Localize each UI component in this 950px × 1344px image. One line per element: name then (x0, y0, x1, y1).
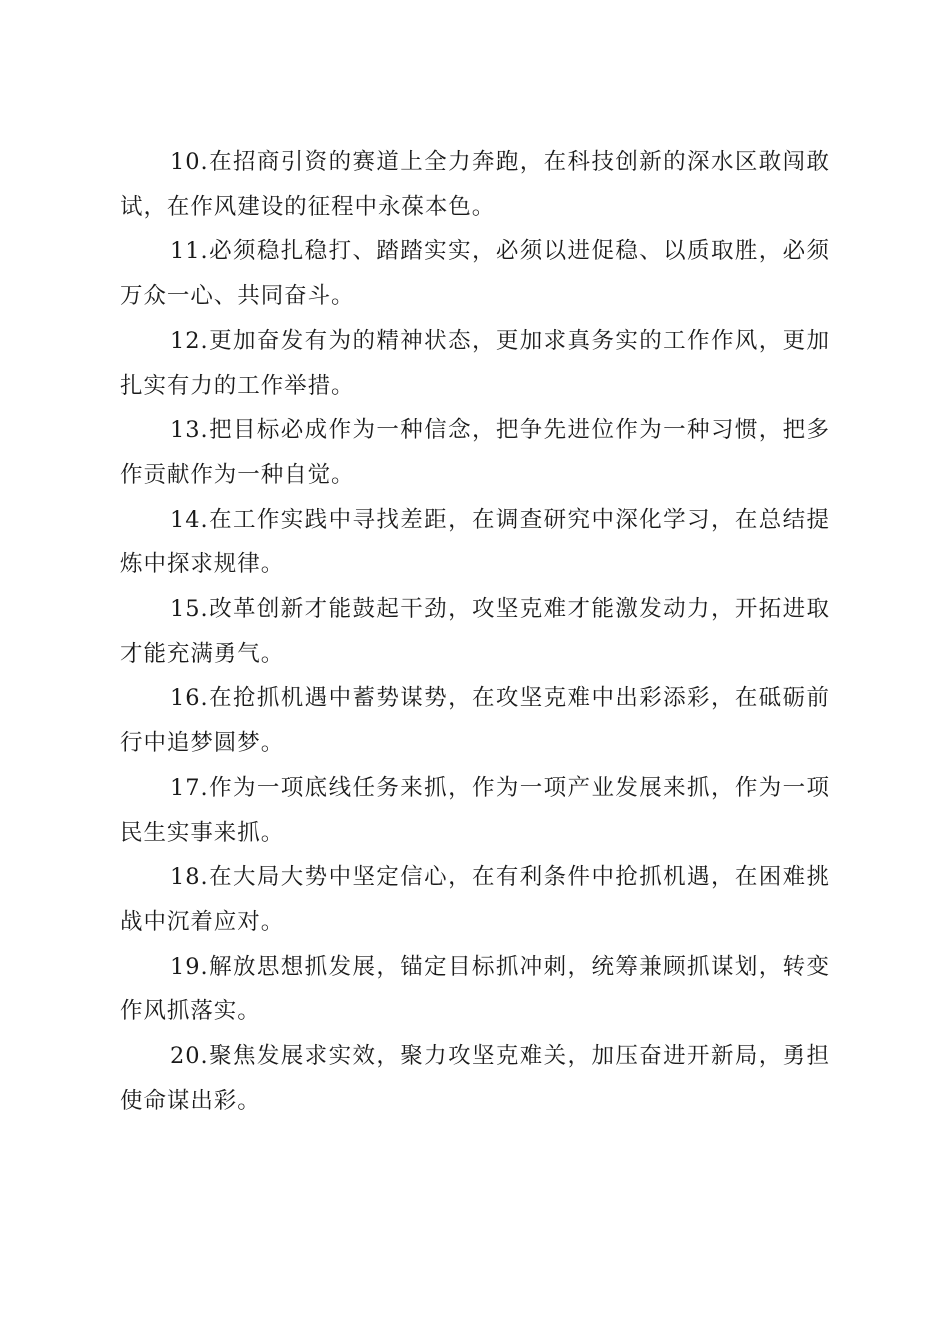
paragraph-18: 18.在大局大势中坚定信心，在有利条件中抢抓机遇，在困难挑战中沉着应对。 (120, 864, 830, 935)
paragraph-16: 16.在抢抓机遇中蓄势谋势，在攻坚克难中出彩添彩，在砥砺前行中追梦圆梦。 (120, 685, 830, 757)
paragraph-11: 11.必须稳扎稳打、踏踏实实，必须以进促稳、以质取胜，必须万众一心、共同奋斗。 (120, 238, 830, 310)
paragraph-17: 17.作为一项底线任务来抓，作为一项产业发展来抓，作为一项民生实事来抓。 (120, 774, 830, 846)
paragraph-15: 15.改革创新才能鼓起干劲，攻坚克难才能激发动力，开拓进取才能充满勇气。 (120, 596, 830, 667)
paragraph-20: 20.聚焦发展求实效，聚力攻坚克难关，加压奋进开新局，勇担使命谋出彩。 (120, 1043, 830, 1114)
paragraph-10: 10.在招商引资的赛道上全力奔跑，在科技创新的深水区敢闯敢试，在作风建设的征程中永葆本色。 (120, 149, 830, 220)
paragraph-14: 14.在工作实践中寻找差距，在调查研究中深化学习，在总结提炼中探求规律。 (120, 506, 830, 578)
paragraph-12: 12.更加奋发有为的精神状态，更加求真务实的工作作风，更加扎实有力的工作举措。 (120, 327, 830, 399)
paragraph-13: 13.把目标必成作为一种信念，把争先进位作为一种习惯，把多作贡献作为一种自觉。 (120, 417, 830, 488)
document-body (120, 140, 830, 1123)
paragraph-19: 19.解放思想抓发展，锚定目标抓冲刺，统筹兼顾抓谋划，转变作风抓落实。 (120, 953, 830, 1025)
